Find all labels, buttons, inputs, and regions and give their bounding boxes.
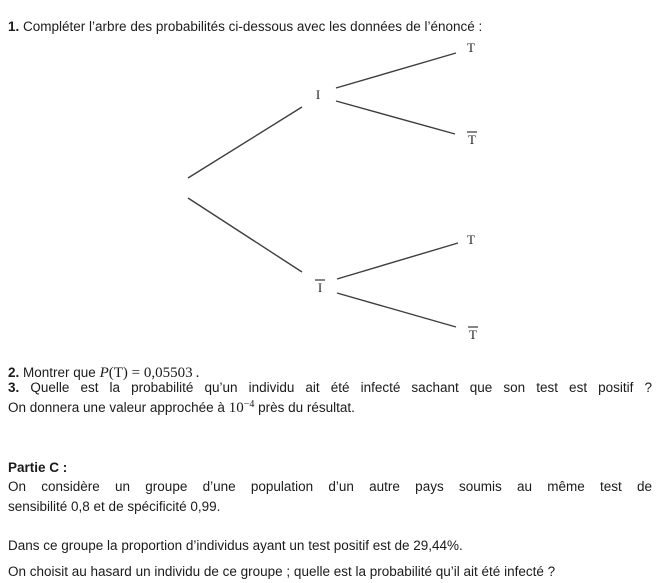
math-equation: (T) = 0,05503 bbox=[108, 364, 193, 381]
question-3-line1 bbox=[8, 378, 652, 398]
partie-c-heading-text: Partie C : bbox=[8, 459, 68, 475]
question-1-text: Compléter l’arbre des probabilités ci-dessous avec les données de l’énoncé : bbox=[23, 18, 483, 34]
partie-c-p1-line2: sensibilité 0,8 et de spécificité 0,99. bbox=[8, 499, 221, 514]
partie-c-paragraph-3: On choisit au hasard un individu de ce groupe ; quelle est la probabilité qu’il ait été infecté ? bbox=[8, 563, 556, 579]
math-P-symbol: P bbox=[99, 364, 109, 381]
branch-root-to-I-bar bbox=[188, 198, 302, 272]
node-label-T-upper: T bbox=[467, 40, 475, 55]
branch-I-to-T-bar bbox=[336, 101, 455, 134]
branch-I-bar-to-T bbox=[337, 243, 458, 279]
partie-c-heading bbox=[8, 458, 652, 478]
question-3-line2-after: près du résultat. bbox=[258, 400, 355, 415]
math-period: . bbox=[195, 364, 200, 381]
branch-I-to-T bbox=[336, 53, 456, 88]
math-ten-base: 10 bbox=[228, 400, 244, 416]
question-3-line1-text: Quelle est la probabilité qu’un individu ait été infecté sachant que son test est positif ? bbox=[30, 380, 652, 395]
question-1 bbox=[8, 17, 652, 37]
question-2-number: 2. bbox=[8, 364, 20, 380]
node-label-T-bar-upper: T bbox=[468, 132, 476, 147]
partie-c-paragraph-2: Dans ce groupe la proportion d’individus ayant un test positif est de 29,44%. bbox=[8, 537, 463, 553]
node-label-T-bar-lower: T bbox=[469, 327, 477, 342]
partie-c-p1-line1: On considère un groupe d’une population d’un autre pays soumis au même test de bbox=[8, 479, 652, 494]
question-1-number: 1. bbox=[8, 18, 20, 34]
question-3 bbox=[8, 378, 652, 420]
branch-I-bar-to-T-bar bbox=[337, 293, 456, 327]
math-exponent: −4 bbox=[243, 399, 255, 410]
node-label-I: I bbox=[315, 87, 321, 102]
node-label-T-lower: T bbox=[467, 232, 475, 247]
node-label-I-bar: I bbox=[317, 280, 323, 295]
question-3-line2 bbox=[8, 398, 652, 420]
question-2-text: Montrer que bbox=[23, 364, 96, 380]
branch-root-to-I bbox=[188, 107, 302, 178]
partie-c-paragraph-1 bbox=[8, 477, 652, 517]
question-3-number: 3. bbox=[8, 380, 20, 395]
question-3-line2-before: On donnera une valeur approchée à bbox=[8, 400, 225, 415]
